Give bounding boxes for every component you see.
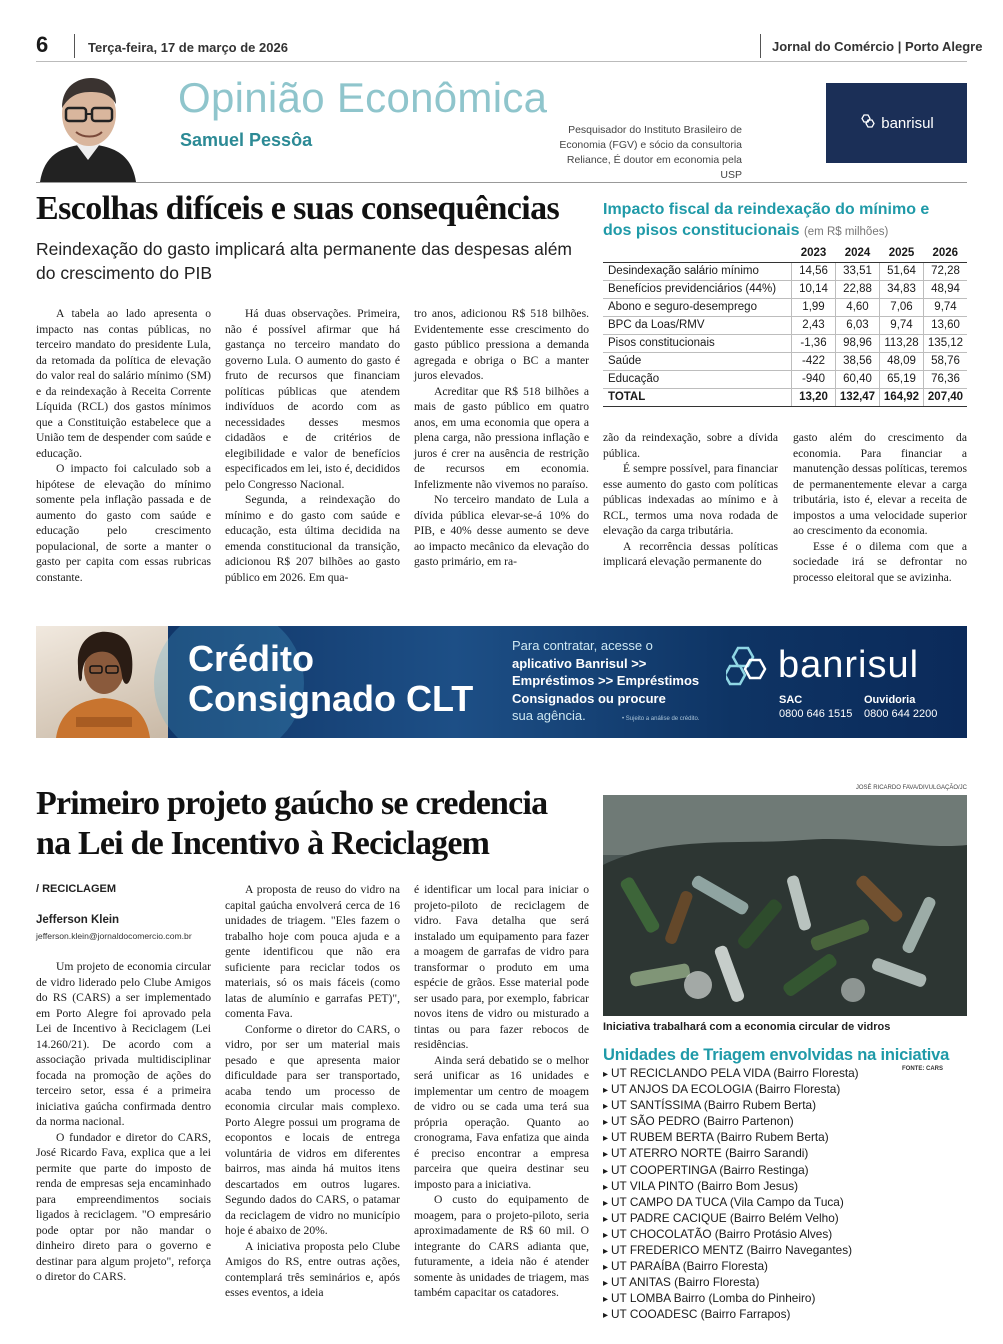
sponsor-name: banrisul: [881, 114, 934, 132]
paragraph: gasto além do crescimento da economia. Para financiar a manutenção dessas políticas, teremos de permanentemente elevar a carga tributária, isto é, elevar a receita de impostos a uma velocidade superior ao crescimento da economia.: [793, 431, 967, 537]
list-item: ▸ UT PADRE CACIQUE (Bairro Belém Velho): [603, 1211, 963, 1227]
year-header: 2023: [792, 245, 836, 263]
list-item: ▸ UT CAMPO DA TUCA (Vila Campo da Tuca): [603, 1195, 963, 1211]
photo-caption: Iniciativa trabalhará com a economia circular de vidros: [603, 1021, 891, 1033]
units-box-title: Unidades de Triagem envolvidas na iniciativa: [603, 1046, 950, 1064]
glass-bottles-photo: [603, 795, 967, 1016]
list-item: ▸ UT COOADESC (Bairro Farrapos): [603, 1307, 963, 1323]
year-header: 2025: [880, 245, 924, 263]
author-photo: [36, 70, 140, 182]
ad-headline-line1: Crédito: [188, 638, 314, 679]
list-item: ▸ UT ANJOS DA ECOLOGIA (Bairro Floresta): [603, 1082, 963, 1098]
ad-cta-line: Consignados ou procure: [512, 690, 666, 706]
paragraph: A proposta de reuso do vidro na capital gaúcha envolverá cerca de 16 unidades de triagem. "Eles fazem o trabalho hoje com pouca ajuda e a gente identificou que não era suficiente para reciclar todos os materiais, só os mais fáceis (como latas de alumínio e garrafas PET)", comenta Fava.: [225, 883, 400, 1020]
article2-col2: [225, 882, 400, 1301]
year-header: 2024: [836, 245, 880, 263]
table-row: Educação -940 60,40 65,19 76,36: [603, 371, 967, 389]
publication-name: Jornal do Comércio | Porto Alegre: [772, 39, 983, 54]
ad-ouvidoria-label: Ouvidoria: [864, 694, 916, 706]
paragraph: O impacto foi calculado sob a hipótese de elevação do mínimo somente pela inflação passada e de aumento do gasto com saúde e educação pelo crescimento populacional, de sorte a manter o gasto per capita com essas rubricas constante.: [36, 462, 211, 584]
table-row: Benefícios previdenciários (44%) 10,14 22,88 34,83 48,94: [603, 281, 967, 299]
list-item: ▸ UT PARAÍBA (Bairro Floresta): [603, 1259, 963, 1275]
fiscal-table-box: [603, 199, 967, 407]
column-header-rule: [36, 182, 967, 183]
paragraph: A recorrência dessas políticas implicará elevação permanente do: [603, 539, 778, 568]
article2-col3: [414, 882, 589, 1301]
paragraph: Acreditar que R$ 518 bilhões a mais de gasto público em quatro anos, em uma economia que opera a plena carga, não pressiona inflação e juros é crer na ausência de restrição de recursos em economia. Infelizmente não vivemos no paraíso.: [414, 384, 589, 491]
article2-headline: [36, 784, 596, 864]
section-title: Opinião Econômica: [178, 74, 548, 121]
article1-col1: [36, 306, 211, 585]
paragraph: Esse é o dilema com que a sociedade irá se defrontar no processo eleitoral que se avizinha.: [793, 539, 967, 584]
fiscal-table-unit: (em R$ milhões): [803, 226, 889, 238]
sponsor-logo-box: [826, 83, 967, 163]
ad-cta-line: Para contratar, acesse o: [512, 638, 653, 653]
list-item: ▸ UT SÃO PEDRO (Bairro Partenon): [603, 1114, 963, 1130]
paragraph: Ainda será debatido se o melhor será unificar as 16 unidades e implementar um centro de moagem de vidro ou se cada uma terá sua própria operação. Quanto ao cronograma, Fava enfatiza que ainda é preciso encontrar a empresa parceira que queira destinar seu imposto para a iniciativa.: [414, 1053, 589, 1191]
paragraph: A iniciativa proposta pelo Clube Amigos do RS, entre outras ações, contemplará três seminários e, após esses eventos, a ideia: [225, 1239, 400, 1299]
ad-sac-number: 0800 646 1515: [779, 708, 853, 720]
article1-col2: [225, 306, 400, 585]
list-item: ▸ UT LOMBA Bairro (Lomba do Pinheiro): [603, 1291, 963, 1307]
ad-cta-line: aplicativo Banrisul >>: [512, 655, 647, 671]
table-row: Abono e seguro-desemprego 1,99 4,60 7,06 9,74: [603, 299, 967, 317]
list-item: ▸ UT COOPERTINGA (Bairro Restinga): [603, 1163, 963, 1179]
paragraph: Há duas observações. Primeira, não é possível afirmar que há gastança no terceiro mandato do governo Lula. O aumento do gasto é fruto de recursos que financiam políticas públicas que atendem indivíduos de acordo com as necessidades desses mesmos cidadãos e de critérios de elegibilidade e valor de benefícios especificados em lei, isto é, decididos pelo Congresso Nacional.: [225, 307, 400, 491]
article2-author-email[interactable]: jefferson.klein@jornaldocomercio.com.br: [36, 931, 192, 941]
article1-subhead: Reindexação do gasto implicará alta permanente das despesas além do crescimento do PIB: [36, 239, 573, 283]
paragraph: No terceiro mandato de Lula a dívida pública elevar-se-á 10% do PIB, e 40% desse aumento se deve ao impacto mecânico da elevação do gasto primário, em ra-: [414, 493, 589, 568]
table-row: BPC da Loas/RMV 2,43 6,03 9,74 13,60: [603, 317, 967, 335]
article2-author: Jefferson Klein: [36, 914, 120, 926]
year-header: 2026: [924, 245, 968, 263]
fiscal-table-title: Impacto fiscal da reindexação do mínimo e dos pisos constitucionais (em R$ milhões): [603, 201, 930, 239]
author-bio: Pesquisador do Instituto Brasileiro de Economia (FGV) e sócio da consultoria Reliance, É doutor em economia pela USP: [559, 124, 742, 181]
ad-brand: banrisul: [778, 644, 920, 686]
header-divider-vertical-right: [760, 34, 761, 58]
fiscal-table: [603, 245, 967, 407]
page-number: 6: [36, 32, 49, 57]
ad-cta-line: Empréstimos >> Empréstimos: [512, 673, 700, 688]
list-item: ▸ UT FREDERICO MENTZ (Bairro Navegantes): [603, 1243, 963, 1259]
photo-credit: JOSÉ RICARDO FAVA/DIVULGAÇÃO/JC: [855, 785, 967, 791]
table-row: Saúde -422 38,56 48,09 58,76: [603, 353, 967, 371]
article1-col3: [414, 306, 589, 570]
ad-disclaimer: • Sujeito a análise de crédito.: [622, 716, 700, 722]
paragraph: Segunda, a reindexação do mínimo e do gasto com saúde e educação, esta última decidida na emenda constitucional da transição, adicionou R$ 207 bilhões ao gasto público em 2026. Em qua-: [225, 493, 400, 584]
list-item: ▸ UT ATERRO NORTE (Bairro Sarandi): [603, 1146, 963, 1162]
list-item: ▸ UT VILA PINTO (Bairro Bom Jesus): [603, 1179, 963, 1195]
paragraph: Conforme o diretor do CARS, o vidro, por ser um material mais pesado e que apresenta maior dificuldade para ser transportado, acaba tendo um processo de economia circular mais complexo. Porto Alegre possui um programa de ecopontos e locais de entrega voluntária de vidros em diferentes bairros, mas ainda há muitos itens descartados em outros lugares. Segundo dados do CARS, o patamar da reciclagem de vidro no município hoje é abaixo de 20%.: [225, 1022, 400, 1237]
ad-photo: [36, 626, 168, 738]
article1-col4: [603, 430, 778, 570]
header-divider-vertical: [74, 34, 75, 58]
ad-cta-line: sua agência.: [512, 708, 586, 723]
units-list: [603, 1066, 963, 1324]
article2-col1: [36, 959, 211, 1285]
section-tag: / RECICLAGEM: [36, 883, 117, 895]
table-total-row: TOTAL 13,20 132,47 164,92 207,40: [603, 389, 967, 407]
article2-headline-line2: na Lei de Incentivo à Reciclagem: [36, 825, 490, 862]
paragraph: É sempre possível, para financiar esse aumento do gasto com políticas públicas indexadas ao mínimo e à RCL, termos uma nova rodada de elevação da carga tributária.: [603, 462, 778, 537]
table-row: Desindexação salário mínimo 14,56 33,51 51,64 72,28: [603, 263, 967, 281]
paragraph: tro anos, adicionou R$ 518 bilhões. Evidentemente esse crescimento do gasto público pressiona a demanda agregada e obriga o BC a manter juros elevados.: [414, 307, 589, 382]
paragraph: zão da reindexação, sobre a dívida pública.: [603, 431, 778, 460]
banrisul-logo-icon: [859, 114, 877, 133]
paragraph: A tabela ao lado apresenta o impacto nas contas públicas, no terceiro mandato do presidente Lula, da retomada da política de elevação do valor real do salário mínimo (SM) e da reindexação à Receita Corrente Líquida (RCL) dos gastos mínimos que a Constituição estabelece que a União tem de despender com saúde e educação.: [36, 307, 211, 460]
page-date: Terça-feira, 17 de março de 2026: [88, 40, 288, 55]
ad-banner[interactable]: [36, 626, 967, 738]
ad-ouvidoria-number: 0800 644 2200: [864, 708, 938, 720]
units-box-source: FONTE: CARS: [902, 1066, 943, 1072]
list-item: ▸ UT ANITAS (Bairro Floresta): [603, 1275, 963, 1291]
article1-headline: Escolhas difíceis e suas consequências: [36, 190, 560, 227]
list-item: ▸ UT SANTÍSSIMA (Bairro Rubem Berta): [603, 1098, 963, 1114]
ad-headline-line2: Consignado CLT: [188, 678, 474, 719]
list-item: ▸ UT RECICLANDO PELA VIDA (Bairro Floresta): [603, 1066, 963, 1082]
list-item: ▸ UT CHOCOLATÃO (Bairro Protásio Alves): [603, 1227, 963, 1243]
paragraph: é identificar um local para iniciar o projeto-piloto de reciclagem de vidro. Fava detalha que será instalado um equipamento para fazer a moagem de garrafas de vidro para transformar o produto em uma espécie de grãos. Esse material pode ser usado para, por exemplo, fabricar novos itens de vidro ou misturado a tintas ou para fazer rebocos de residências.: [414, 883, 589, 1051]
article1-col5: [793, 430, 967, 585]
ad-sac-label: SAC: [779, 694, 803, 706]
paragraph: Um projeto de economia circular de vidro liderado pelo Clube Amigos do RS (CARS) a ser implementado em Porto Alegre foi aprovado pela Lei de Incentivo à Reciclagem (Lei 14.260/21). De acordo com a associação privada multidisciplinar focada na promoção de ações do terceiro setor, essa é a primeira iniciativa gaúcha confirmada dentro da norma nacional.: [36, 960, 211, 1128]
list-item: ▸ UT RUBEM BERTA (Bairro Rubem Berta): [603, 1130, 963, 1146]
paragraph: O custo do equipamento de moagem, para o projeto-piloto, seria aproximadamente de R$ 60 mil. O integrante do CARS adianta que, futuramente, a ideia não é atender somente às unidades de triagem, mas também capacitar os catadores.: [414, 1193, 589, 1299]
paragraph: O fundador e diretor do CARS, José Ricardo Fava, explica que a lei permite que parte do imposto de renda de empresas seja encaminhado para empreendimentos sociais ligados à reciclagem. "O empresário pode optar por não mandar o dinheiro direto para o governo e destinar para algum projeto", reforça o diretor do CARS.: [36, 1130, 211, 1283]
table-row: Pisos constitucionais -1,36 98,96 113,28 135,12: [603, 335, 967, 353]
article2-headline-line1: Primeiro projeto gaúcho se credencia: [36, 785, 548, 822]
ad-cta-block: [512, 637, 699, 725]
ad-banrisul-logo-icon: [726, 644, 772, 693]
header-rule: [36, 61, 967, 62]
column-author: Samuel Pessôa: [180, 130, 313, 150]
